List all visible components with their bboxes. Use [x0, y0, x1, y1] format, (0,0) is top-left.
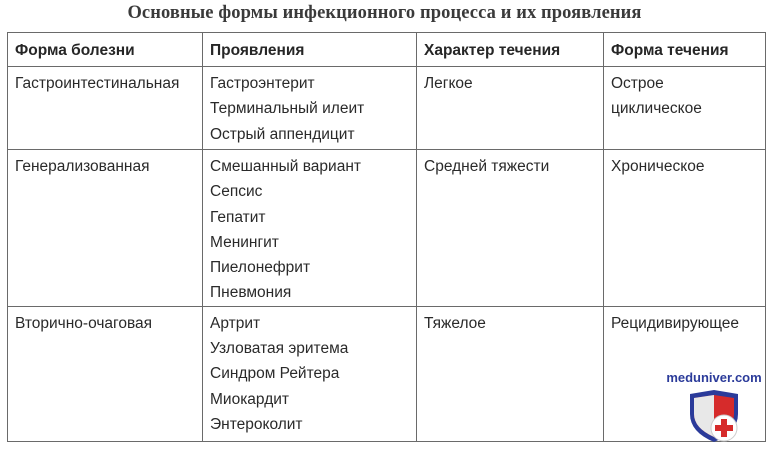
page-title: Основные формы инфекционного процесса и их проявления: [127, 3, 642, 23]
course-form-line: Рецидивирующее: [611, 314, 740, 332]
cell-manifestations: [203, 67, 417, 150]
cell-manifestations: [203, 306, 417, 441]
cell-disease-form: Генерализованная: [8, 150, 203, 307]
watermark-logo: [664, 370, 764, 450]
course-form-line: циклическое: [611, 100, 702, 118]
manifestation-item: Синдром Рейтера: [210, 365, 340, 383]
course-form-line: Острое: [611, 75, 664, 92]
manifestation-item: Менингит: [210, 233, 279, 251]
cell-course-form: [604, 67, 766, 150]
manifestation-item: Сепсис: [210, 183, 263, 201]
course-form-line: Хроническое: [611, 158, 705, 175]
manifestation-item: Артрит: [210, 314, 261, 332]
manifestation-item: Энтероколит: [210, 415, 303, 433]
table-row: [8, 67, 766, 150]
infection-forms-table: [7, 32, 766, 442]
table-row: [8, 150, 766, 307]
manifestation-item: Гастроэнтерит: [210, 75, 315, 92]
manifestation-item: Пневмония: [210, 284, 292, 302]
table-header-row: [8, 33, 766, 67]
cell-disease-form: Гастроинтестинальная: [8, 67, 203, 150]
header-course-form: Форма течения: [604, 33, 766, 67]
cell-disease-form: Вторично-очаговая: [8, 306, 203, 441]
manifestation-item: Смешанный вариант: [210, 158, 361, 175]
cell-course-form: [604, 150, 766, 307]
watermark-text: meduniver.com: [666, 370, 762, 385]
manifestation-item: Миокардит: [210, 390, 289, 408]
header-course-character: Характер течения: [417, 33, 604, 67]
manifestation-item: Узловатая эритема: [210, 340, 349, 358]
cell-course-character: Тяжелое: [417, 306, 604, 441]
manifestation-item: Терминальный илеит: [210, 100, 365, 118]
cell-course-character: Легкое: [417, 67, 604, 150]
cell-manifestations: [203, 150, 417, 307]
manifestation-item: Острый аппендицит: [210, 125, 355, 143]
manifestation-item: Гепатит: [210, 208, 266, 226]
header-manifestations: Проявления: [203, 33, 417, 67]
medical-shield-icon: [686, 388, 744, 444]
manifestation-item: Пиелонефрит: [210, 259, 311, 277]
cell-course-character: Средней тяжести: [417, 150, 604, 307]
header-disease-form: Форма болезни: [8, 33, 203, 67]
table-row: [8, 306, 766, 441]
